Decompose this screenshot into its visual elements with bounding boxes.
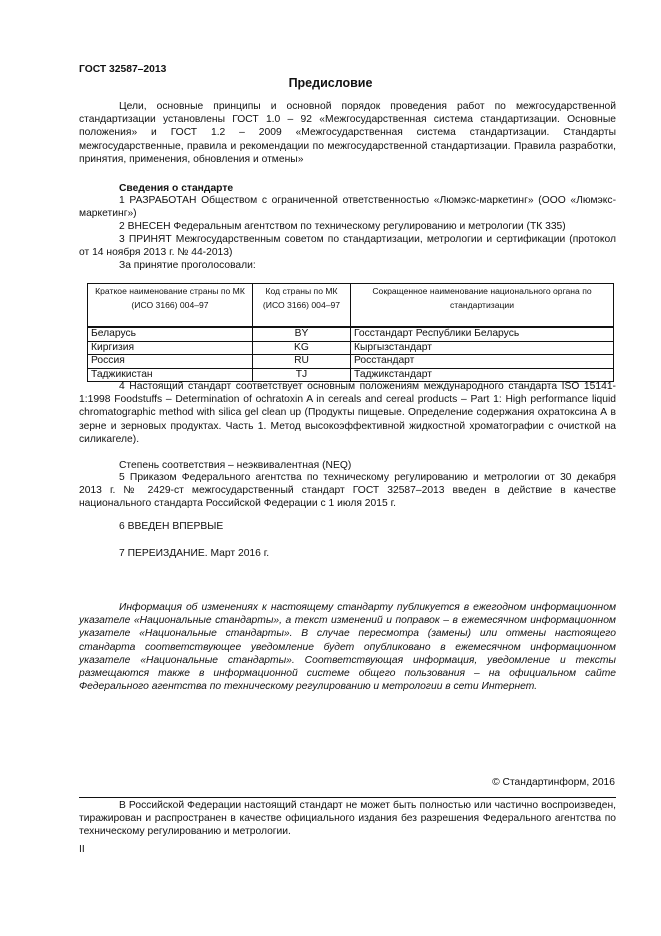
table-row (88, 327, 614, 341)
country-code: BY (253, 327, 351, 341)
voted-label: За принятие проголосовали: (119, 260, 256, 271)
country-code: TJ (253, 368, 351, 382)
standard-code-header: ГОСТ 32587–2013 (79, 64, 167, 75)
copyright-line: © Стандартинформ, 2016 (492, 777, 615, 788)
info-heading: Сведения о стандарте (119, 183, 234, 194)
page-number: II (79, 844, 85, 855)
degree-of-conformity: Степень соответствия – неэквивалентная (NEQ) (119, 460, 352, 471)
table-row (88, 341, 614, 355)
national-body: Таджикстандарт (351, 368, 614, 382)
notice-paragraph: Информация об изменениях к настоящему стандарту публикуется в ежегодном информационном указателе «Национальные стандарты», а текст изменений и поправок – в ежемесячном информационном указателе «Национальные стандарты». В случае пересмотра (замены) или отмены настоящего стандарта соответствующее уведомление будет опубликовано в ежемесячном информационном указателе «Национальные стандарты». Соответствующая информация, уведомление и тексты размещаются также в информационной системе общего пользования – на официальном сайте Федерального агентства по техническому регулированию и метрологии в сети Интернет. (79, 602, 616, 693)
country-name: Киргизия (88, 341, 253, 355)
intro-paragraph: Цели, основные принципы и основной порядок проведения работ по межгосударственной стандартизации установлены ГОСТ 1.0 – 92 «Межгосударственная система стандартизации. Основные положения» и ГОСТ 1.2 – 2009 «Межгосударственная система стандартизации. Стандарты межгосударственные, правила и рекомендации по межгосударственной стандартизации. Правила разработки, принятия, применения, обновления и отмены» (79, 101, 616, 165)
country-code: KG (253, 341, 351, 355)
vote-table-header (88, 284, 614, 328)
page-title: Предисловие (288, 76, 373, 90)
info-item-3: 3 ПРИНЯТ Межгосударственным советом по стандартизации, метрологии и сертификации (протокол от 14 ноября 2013 г. № 44-2013) (79, 234, 616, 259)
header-code: Код страны по МК (ИСО 3166) 004–97 (253, 284, 351, 328)
country-name: Беларусь (88, 327, 253, 341)
national-body: Госстандарт Республики Беларусь (351, 327, 614, 341)
item-4-paragraph: 4 Настоящий стандарт соответствует основным положениям международного стандарта ISO 15141-1:1998 Foodstuffs – Determination of ochratoxin A in cereals and cereal products – Part 1: High performance liquid chromatographic method with silica gel clean up (Продукты пищевые. Определение содержания охратоксина А в зерне и зерновых продуктах. Часть 1. Метод высокоэффективной жидкостной хроматографии с очисткой на силикагеле). (79, 381, 616, 445)
country-name: Таджикистан (88, 368, 253, 382)
rights-paragraph: В Российской Федерации настоящий стандарт не может быть полностью или частично воспроизведен, тиражирован и распространен в качестве официального издания без разрешения Федерального агентства по техническому регулированию и метрологии. (79, 800, 616, 838)
header-country: Краткое наименование страны по МК (ИСО 3166) 004–97 (88, 284, 253, 328)
table-row (88, 355, 614, 369)
country-code: RU (253, 355, 351, 369)
national-body: Кыргызстандарт (351, 341, 614, 355)
item-7: 7 ПЕРЕИЗДАНИЕ. Март 2016 г. (119, 548, 270, 559)
national-body: Росстандарт (351, 355, 614, 369)
vote-table (87, 283, 614, 382)
header-body: Сокращенное наименование национального органа по стандартизации (351, 284, 614, 328)
divider (79, 797, 616, 798)
item-6: 6 ВВЕДЕН ВПЕРВЫЕ (119, 521, 224, 532)
item-5-paragraph: 5 Приказом Федерального агентства по техническому регулированию и метрологии от 30 декабря 2013 г. № 2429-ст межгосударственный стандарт ГОСТ 32587–2013 введен в действие в качестве национального стандарта Российской Федерации с 1 июля 2015 г. (79, 472, 616, 510)
info-item-1: 1 РАЗРАБОТАН Обществом с ограниченной ответственностью «Люмэкс-маркетинг» (ООО «Люмэкс-маркетинг») (79, 195, 616, 220)
country-name: Россия (88, 355, 253, 369)
info-item-2: 2 ВНЕСЕН Федеральным агентством по техническому регулированию и метрологии (ТК 335) (119, 221, 566, 232)
